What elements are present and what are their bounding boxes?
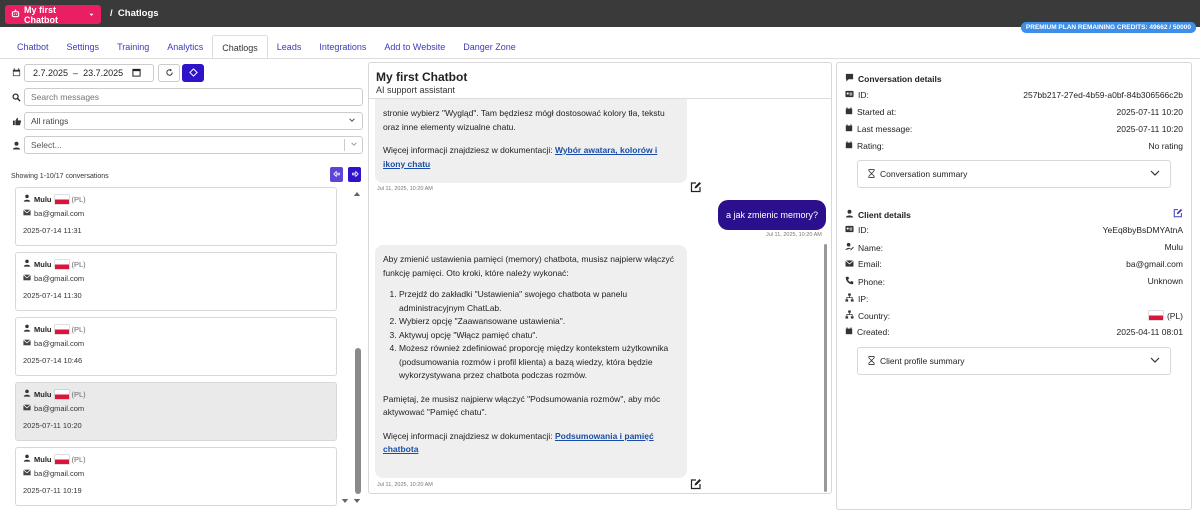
conversation-email-row xyxy=(23,404,329,413)
last-message-row xyxy=(845,124,1183,134)
chevron-down-icon xyxy=(348,116,356,126)
date-from: 2.7.2025 xyxy=(33,68,69,78)
user-pen-icon xyxy=(845,242,854,253)
bot-message-intro: Aby zmienić ustawienia pamięci (memory) chatbota, musisz najpierw włączyć funkcję pamięci. Oto kroki, które należy wykonać: xyxy=(383,254,674,278)
poland-flag-icon xyxy=(55,455,69,464)
details-panel xyxy=(836,62,1192,510)
envelope-icon xyxy=(23,274,31,283)
rating-row xyxy=(845,141,1183,151)
bot-message-note: Pamiętaj, że musisz najpierw włączyć "Podsumowania rozmów", aby móc aktywować "Pamięć chatu". xyxy=(383,393,661,417)
conversation-user-name: Mulu xyxy=(34,324,52,334)
user-icon xyxy=(845,209,854,220)
conversation-item[interactable] xyxy=(15,187,337,246)
client-country-value-wrap xyxy=(1149,310,1183,321)
tab-chatbot[interactable]: Chatbot xyxy=(17,42,49,52)
refresh-icon xyxy=(165,68,174,79)
conversation-email: ba@gmail.com xyxy=(34,274,85,283)
user-select-placeholder: Select... xyxy=(31,140,62,150)
calendar-icon xyxy=(845,141,853,151)
hourglass-icon xyxy=(868,169,875,180)
tab-danger-zone[interactable]: Danger Zone xyxy=(463,42,516,52)
user-icon xyxy=(23,454,31,464)
user-icon xyxy=(23,259,31,269)
bot-message xyxy=(375,99,687,183)
conversation-email-row xyxy=(23,339,329,348)
tab-settings[interactable]: Settings xyxy=(66,42,100,52)
envelope-icon xyxy=(23,339,31,348)
conversation-list-scrollbar[interactable] xyxy=(355,348,361,494)
started-at-value: 2025-07-11 10:20 xyxy=(1116,107,1183,117)
row-label: ID: xyxy=(858,225,869,235)
scroll-down-arrow[interactable] xyxy=(341,498,349,504)
client-profile-summary-toggle[interactable] xyxy=(857,347,1171,375)
credits-badge: PREMIUM PLAN REMAINING CREDITS: 49662 / 50000 xyxy=(1021,22,1196,33)
conversation-item[interactable] xyxy=(15,317,337,376)
hourglass-icon xyxy=(868,356,875,367)
calendar-picker-icon[interactable] xyxy=(132,68,141,79)
filter-apply-button[interactable] xyxy=(182,64,204,82)
conversation-date: 2025-07-14 11:30 xyxy=(23,291,82,300)
doc-link[interactable]: Wybór awatara, kolorów i ikony chatu xyxy=(383,145,658,169)
conversation-header xyxy=(23,389,329,399)
client-country-value: (PL) xyxy=(1166,310,1183,321)
conversation-item-selected[interactable] xyxy=(15,382,337,441)
scroll-down-arrow[interactable] xyxy=(353,498,361,504)
conversation-header xyxy=(23,259,329,269)
conversation-email: ba@gmail.com xyxy=(34,209,85,218)
conversation-country: (PL) xyxy=(71,454,86,464)
client-phone-value: Unknown xyxy=(1147,276,1183,286)
conversation-header xyxy=(23,324,329,334)
arrow-left-icon xyxy=(333,170,341,180)
date-range-input[interactable] xyxy=(24,64,154,82)
message-timestamp: Jul 11, 2025, 10:20 AM xyxy=(377,186,433,192)
row-label: IP: xyxy=(858,293,869,304)
date-separator: – xyxy=(73,68,79,78)
conversation-details-heading xyxy=(845,73,942,84)
conversation-user-name: Mulu xyxy=(34,389,52,399)
envelope-icon xyxy=(23,469,31,478)
conversation-email: ba@gmail.com xyxy=(34,404,85,413)
row-label: Email: xyxy=(858,259,882,269)
chat-scrollbar[interactable] xyxy=(824,244,827,492)
step-item: 3. Aktywuj opcję "Włącz pamięć chatu". xyxy=(399,329,679,343)
client-id-value: YeEq8byBsDMYAtnA xyxy=(1102,225,1183,235)
poland-flag-icon xyxy=(55,325,69,334)
bot-icon xyxy=(11,9,20,20)
conversation-item[interactable] xyxy=(15,252,337,311)
prev-page-button[interactable] xyxy=(330,167,343,182)
conversation-email-row xyxy=(23,209,329,218)
client-id-row xyxy=(845,225,1183,235)
row-label: Created: xyxy=(857,327,890,337)
conversation-header xyxy=(23,194,329,204)
date-to: 23.7.2025 xyxy=(83,68,124,78)
next-page-button[interactable] xyxy=(348,167,361,182)
search-input[interactable] xyxy=(31,92,356,102)
poland-flag-icon xyxy=(55,260,69,269)
select-divider xyxy=(344,139,345,151)
chatbot-selector-button[interactable] xyxy=(5,5,101,24)
tab-integrations[interactable]: Integrations xyxy=(319,42,367,52)
chevron-down-icon xyxy=(88,10,95,20)
ratings-select[interactable] xyxy=(24,112,363,130)
row-label: Name: xyxy=(858,242,884,253)
tab-bar xyxy=(8,35,525,59)
conversation-country: (PL) xyxy=(71,389,86,399)
chat-panel xyxy=(368,62,832,494)
breadcrumb-current: Chatlogs xyxy=(117,8,159,19)
network-icon xyxy=(845,310,854,321)
tab-divider xyxy=(0,58,1200,59)
message-timestamp: Jul 11, 2025, 10:20 AM xyxy=(377,482,433,488)
arrow-right-icon xyxy=(351,170,359,180)
row-label: Country: xyxy=(858,310,891,321)
started-at-row xyxy=(845,107,1183,117)
conversation-user-name: Mulu xyxy=(34,454,52,464)
chat-bubble-icon xyxy=(845,73,854,84)
rating-value: No rating xyxy=(1148,141,1183,151)
message-timestamp: Jul 11, 2025, 10:20 AM xyxy=(766,232,822,238)
poland-flag-icon xyxy=(1149,311,1163,320)
user-icon xyxy=(12,141,21,150)
calendar-icon xyxy=(845,124,853,134)
tab-analytics[interactable]: Analytics xyxy=(167,42,204,52)
chat-title: My first Chatbot xyxy=(376,70,468,84)
chevron-down-icon xyxy=(1150,169,1160,179)
refresh-button[interactable] xyxy=(158,64,180,82)
conversation-country: (PL) xyxy=(71,324,86,334)
conversation-email: ba@gmail.com xyxy=(34,339,85,348)
step-item: 2. Wybierz opcję "Zaawansowane ustawienia". xyxy=(399,315,679,329)
id-card-icon xyxy=(845,225,854,235)
conversation-summary-label: Conversation summary xyxy=(880,169,968,179)
conversation-email-row xyxy=(23,274,329,283)
edit-client-icon[interactable] xyxy=(1173,208,1183,220)
conversation-id-value: 257bb217-27ed-4b59-a0bf-84b306566c2b xyxy=(1023,90,1183,100)
client-phone-row xyxy=(845,276,1183,287)
bot-message-more xyxy=(383,430,679,457)
scroll-up-arrow[interactable] xyxy=(353,191,361,197)
calendar-icon xyxy=(845,107,853,117)
bot-message-text: stronie wybierz "Wygląd". Tam będziesz mógł dostosować kolory tła, tekstu oraz inne elementy wizualne chatu. xyxy=(383,108,665,132)
bot-message xyxy=(375,245,687,478)
calendar-icon xyxy=(845,327,853,337)
bot-message-more xyxy=(383,144,679,171)
poland-flag-icon xyxy=(55,390,69,399)
search-icon xyxy=(12,93,21,102)
client-name-value: Mulu xyxy=(1164,242,1183,252)
row-label: ID: xyxy=(858,90,869,100)
breadcrumb-separator: / xyxy=(110,8,113,19)
edit-icon[interactable] xyxy=(690,478,702,490)
conversation-item[interactable] xyxy=(15,447,337,506)
envelope-icon xyxy=(845,259,854,269)
user-icon xyxy=(23,194,31,204)
conversation-date: 2025-07-14 11:31 xyxy=(23,226,82,235)
doc-link-prefix: Więcej informacji znajdziesz w dokumentacji: xyxy=(383,145,555,155)
calendar-icon xyxy=(12,68,21,77)
conversation-date: 2025-07-11 10:20 xyxy=(23,421,82,430)
step-item: 1. Przejdź do zakładki "Ustawienia" swojego chatbota w panelu administracyjnym ChatLab. xyxy=(399,288,679,315)
row-label: Last message: xyxy=(857,124,913,134)
conversation-user-name: Mulu xyxy=(34,194,52,204)
client-email-row xyxy=(845,259,1183,269)
showing-count: Showing 1-10/17 conversations xyxy=(11,173,109,180)
user-select[interactable] xyxy=(24,136,363,154)
envelope-icon xyxy=(23,404,31,413)
conversation-country: (PL) xyxy=(71,194,86,204)
search-messages-field[interactable] xyxy=(24,88,363,106)
id-card-icon xyxy=(845,90,854,100)
tab-training[interactable]: Training xyxy=(117,42,150,52)
last-message-value: 2025-07-11 10:20 xyxy=(1116,124,1183,134)
client-ip-row xyxy=(845,293,1183,304)
client-name-row xyxy=(845,242,1183,253)
select-indicators xyxy=(344,139,358,151)
conversation-id-row xyxy=(845,90,1183,100)
conversation-header xyxy=(23,454,329,464)
phone-icon xyxy=(845,276,854,287)
conversation-date: 2025-07-11 10:19 xyxy=(23,486,82,495)
ratings-select-value: All ratings xyxy=(31,116,69,126)
envelope-icon xyxy=(23,209,31,218)
client-details-title: Client details xyxy=(858,209,911,220)
doc-link-prefix: Więcej informacji znajdziesz w dokumentacji: xyxy=(383,430,555,441)
doc-link[interactable]: Podsumowania i pamięć chatbota xyxy=(383,430,654,454)
poland-flag-icon xyxy=(55,195,69,204)
chatbot-selector-label: My first Chatbot xyxy=(24,4,58,25)
steps-list xyxy=(399,288,679,383)
conversation-email: ba@gmail.com xyxy=(34,469,85,478)
user-icon xyxy=(23,324,31,334)
row-label: Rating: xyxy=(857,141,884,151)
user-message: a jak zmienic memory? xyxy=(718,200,826,230)
client-email-value: ba@gmail.com xyxy=(1126,259,1183,269)
tab-leads[interactable]: Leads xyxy=(276,42,302,52)
conversation-details-title: Conversation details xyxy=(858,73,942,84)
client-details-heading xyxy=(845,209,911,220)
thumbs-up-icon xyxy=(12,117,22,126)
conversation-user-name: Mulu xyxy=(34,259,52,269)
conversation-email-row xyxy=(23,469,329,478)
chevron-down-icon[interactable] xyxy=(350,140,358,150)
client-created-row xyxy=(845,327,1183,337)
top-bar xyxy=(0,0,1200,27)
chevron-down-icon xyxy=(1150,356,1160,366)
chat-subtitle: AI support assistant xyxy=(376,85,456,95)
conversation-country: (PL) xyxy=(71,259,86,269)
tab-add-to-website[interactable]: Add to Website xyxy=(384,42,446,52)
edit-icon[interactable] xyxy=(690,181,702,193)
row-label: Phone: xyxy=(858,276,885,287)
conversation-date: 2025-07-14 10:46 xyxy=(23,356,83,365)
user-icon xyxy=(23,389,31,399)
client-profile-summary-label: Client profile summary xyxy=(880,356,965,366)
network-icon xyxy=(845,293,854,304)
diamond-icon xyxy=(189,68,198,79)
conversation-list-panel xyxy=(0,60,366,510)
conversation-summary-toggle[interactable] xyxy=(857,160,1171,188)
client-created-value: 2025-04-11 08:01 xyxy=(1116,327,1183,337)
breadcrumb xyxy=(110,8,159,19)
tab-chatlogs[interactable]: Chatlogs xyxy=(212,35,268,59)
client-country-row xyxy=(845,310,1183,321)
row-label: Started at: xyxy=(857,107,897,117)
step-item: 4. Możesz również zdefiniować proporcję między kontekstem użytkownika (podsumowania rozmów i profil klienta) a bazą wiedzy, która będzie wykorzystywana przez chatbota podczas rozmów. xyxy=(399,342,679,383)
